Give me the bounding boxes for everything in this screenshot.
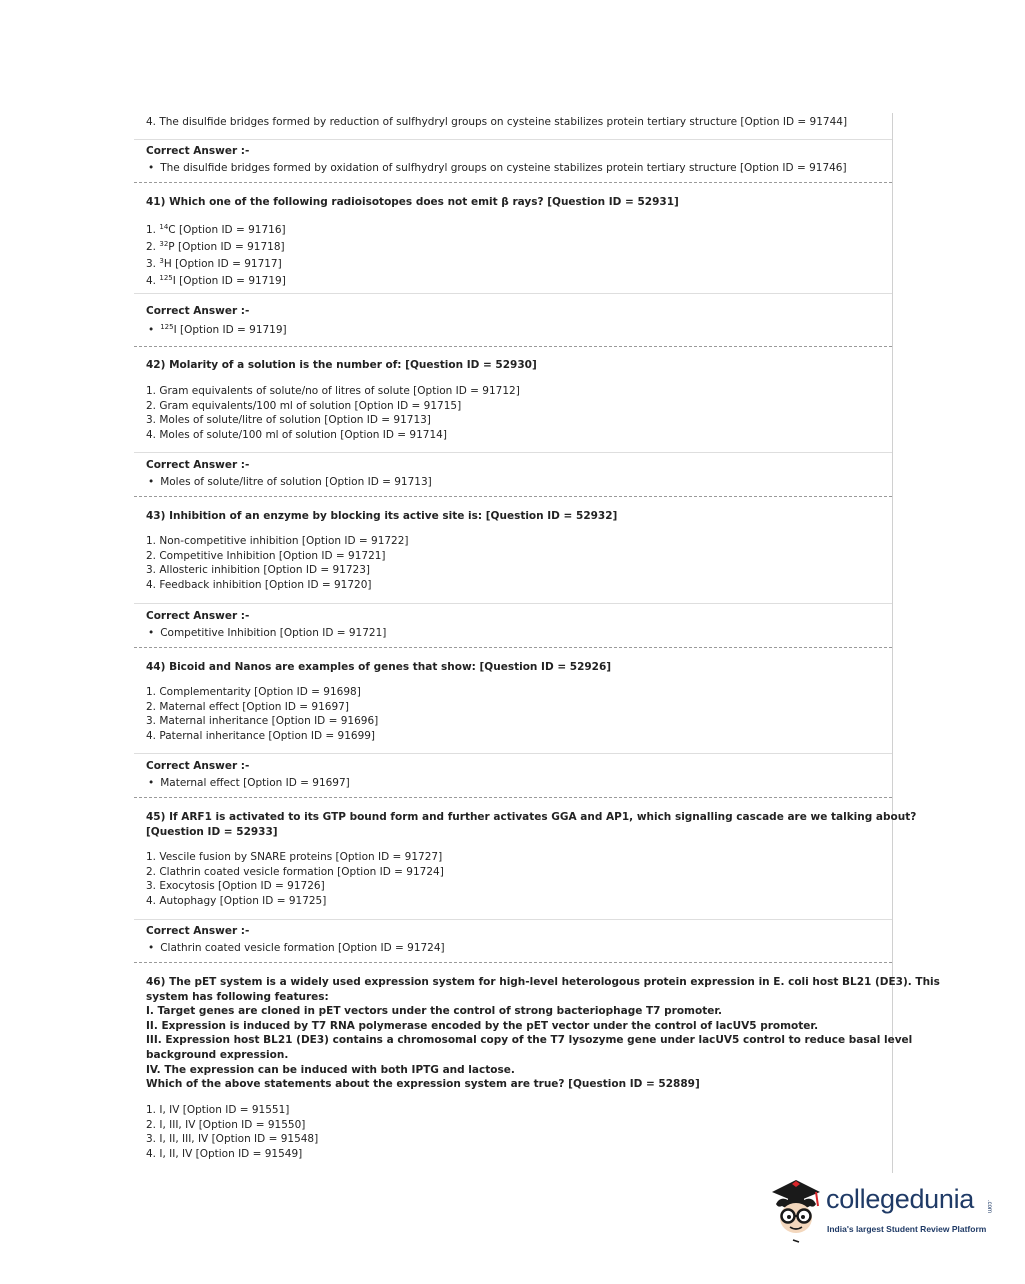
logo-com: .com bbox=[986, 1200, 992, 1214]
question-text: 44) Bicoid and Nanos are examples of genes that show: [Question ID = 52926] bbox=[146, 661, 612, 673]
option-text: 4. The disulfide bridges formed by reduction of sulfhydryl groups on cysteine stabilizes protein tertiary structure [Option ID = 91744] bbox=[146, 116, 848, 128]
option-3: 3. Maternal inheritance [Option ID = 91696] bbox=[146, 715, 379, 728]
option-2: 2. Maternal effect [Option ID = 91697] bbox=[146, 700, 349, 713]
option-4: 4. Moles of solute/100 ml of solution [Option ID = 91714] bbox=[146, 428, 447, 441]
q40-option-4 bbox=[134, 115, 892, 130]
question-text-line-2: system has following features: bbox=[146, 990, 329, 1003]
question-text: 43) Inhibition of an enzyme by blocking its active site is: [Question ID = 52932] bbox=[146, 510, 618, 522]
option-2: 2. I, III, IV [Option ID = 91550] bbox=[146, 1118, 306, 1131]
question-44-answer bbox=[134, 759, 892, 790]
question-separator bbox=[134, 496, 892, 497]
question-46 bbox=[134, 975, 940, 1092]
correct-answer-text: • The disulfide bridges formed by oxidation of sulfhydryl groups on cysteine stabilizes protein tertiary structure [Option ID = 91746] bbox=[146, 161, 882, 176]
statement-1: I. Target genes are cloned in pET vectors under the control of strong bacteriophage T7 promoter. bbox=[146, 1005, 723, 1018]
option-4: 4. $^{125}$I [Option ID = 91719] bbox=[146, 274, 286, 287]
option-2: 2. Gram equivalents/100 ml of solution [Option ID = 91715] bbox=[146, 399, 462, 412]
question-prompt: Which of the above statements about the expression system are true? [Question ID = 52889] bbox=[146, 1078, 700, 1091]
question-41-options bbox=[134, 222, 892, 290]
correct-answer-text: • $^{125}$I [Option ID = 91719] bbox=[146, 323, 882, 338]
question-45 bbox=[134, 810, 917, 839]
option-4: 4. Feedback inhibition [Option ID = 91720] bbox=[146, 578, 372, 591]
option-1: 1. Gram equivalents of solute/no of litres of solute [Option ID = 91712] bbox=[146, 385, 520, 397]
question-41-answer bbox=[134, 304, 892, 337]
mascot-icon bbox=[766, 1178, 826, 1246]
option-1: 1. $^{14}$C [Option ID = 91716] bbox=[146, 223, 286, 236]
divider bbox=[134, 753, 892, 754]
option-2: 2. Clathrin coated vesicle formation [Option ID = 91724] bbox=[146, 865, 444, 878]
logo-tagline: India's largest Student Review Platform bbox=[827, 1224, 987, 1234]
option-4: 4. Paternal inheritance [Option ID = 91699] bbox=[146, 729, 376, 742]
question-42-answer bbox=[134, 458, 892, 489]
statement-2: II. Expression is induced by T7 RNA polymerase encoded by the pET vector under the control of lacUV5 promoter. bbox=[146, 1019, 819, 1032]
question-46-options bbox=[134, 1103, 892, 1161]
option-3: 3. Moles of solute/litre of solution [Option ID = 91713] bbox=[146, 414, 431, 427]
question-44 bbox=[134, 660, 892, 675]
statement-4: IV. The expression can be induced with both IPTG and lactose. bbox=[146, 1063, 515, 1076]
question-text: 41) Which one of the following radioisotopes does not emit β rays? [Question ID = 52931] bbox=[146, 196, 679, 208]
divider bbox=[134, 452, 892, 453]
option-3: 3. $^3$H [Option ID = 91717] bbox=[146, 257, 282, 270]
question-43 bbox=[134, 509, 892, 524]
divider bbox=[134, 603, 892, 604]
question-43-options bbox=[134, 534, 892, 592]
option-2: 2. $^{32}$P [Option ID = 91718] bbox=[146, 240, 285, 253]
divider bbox=[134, 139, 892, 140]
correct-answer-label: Correct Answer :- bbox=[146, 925, 250, 937]
divider bbox=[134, 293, 892, 294]
q40-answer bbox=[134, 144, 892, 175]
question-separator bbox=[134, 346, 892, 347]
question-42 bbox=[134, 358, 892, 373]
correct-answer-label: Correct Answer :- bbox=[146, 305, 250, 317]
question-42-options bbox=[134, 384, 892, 442]
correct-answer-text: • Clathrin coated vesicle formation [Option ID = 91724] bbox=[146, 941, 882, 956]
document-page bbox=[134, 113, 940, 1173]
question-separator bbox=[134, 797, 892, 798]
option-1: 1. I, IV [Option ID = 91551] bbox=[146, 1104, 290, 1116]
option-1: 1. Vescile fusion by SNARE proteins [Option ID = 91727] bbox=[146, 851, 443, 863]
question-separator bbox=[134, 647, 892, 648]
option-4: 4. Autophagy [Option ID = 91725] bbox=[146, 894, 327, 907]
question-text-line-1: 45) If ARF1 is activated to its GTP bound form and further activates GGA and AP1, which signalling cascade are we talking about? bbox=[146, 811, 917, 823]
statement-3-cont: background expression. bbox=[146, 1048, 289, 1061]
statement-3: III. Expression host BL21 (DE3) contains a chromosomal copy of the T7 lysozyme gene under lacUV5 control to reduce basal level bbox=[146, 1034, 913, 1047]
question-45-options bbox=[134, 850, 892, 908]
option-1: 1. Non-competitive inhibition [Option ID = 91722] bbox=[146, 535, 409, 547]
option-3: 3. Allosteric inhibition [Option ID = 91723] bbox=[146, 564, 370, 577]
option-1: 1. Complementarity [Option ID = 91698] bbox=[146, 686, 361, 698]
correct-answer-text: • Competitive Inhibition [Option ID = 91721] bbox=[146, 626, 882, 641]
question-44-options bbox=[134, 685, 892, 743]
correct-answer-label: Correct Answer :- bbox=[146, 459, 250, 471]
question-separator bbox=[134, 182, 892, 183]
question-45-answer bbox=[134, 924, 892, 955]
correct-answer-label: Correct Answer :- bbox=[146, 610, 250, 622]
option-4: 4. I, II, IV [Option ID = 91549] bbox=[146, 1147, 303, 1160]
correct-answer-label: Correct Answer :- bbox=[146, 145, 250, 157]
option-3: 3. Exocytosis [Option ID = 91726] bbox=[146, 880, 325, 893]
collegedunia-logo[interactable] bbox=[766, 1178, 996, 1248]
question-separator bbox=[134, 962, 892, 963]
correct-answer-text: • Maternal effect [Option ID = 91697] bbox=[146, 776, 882, 791]
option-3: 3. I, II, III, IV [Option ID = 91548] bbox=[146, 1133, 319, 1146]
question-text-line-1: 46) The pET system is a widely used expression system for high-level heterologous protein expression in E. coli host BL21 (DE3). This bbox=[146, 976, 940, 988]
question-43-answer bbox=[134, 609, 892, 640]
logo-name: collegedunia bbox=[826, 1184, 975, 1214]
question-41 bbox=[134, 195, 892, 210]
divider bbox=[134, 919, 892, 920]
correct-answer-label: Correct Answer :- bbox=[146, 760, 250, 772]
option-2: 2. Competitive Inhibition [Option ID = 91721] bbox=[146, 549, 386, 562]
question-text-line-2: [Question ID = 52933] bbox=[146, 825, 278, 838]
question-text: 42) Molarity of a solution is the number of: [Question ID = 52930] bbox=[146, 359, 537, 371]
correct-answer-text: • Moles of solute/litre of solution [Option ID = 91713] bbox=[146, 475, 882, 490]
